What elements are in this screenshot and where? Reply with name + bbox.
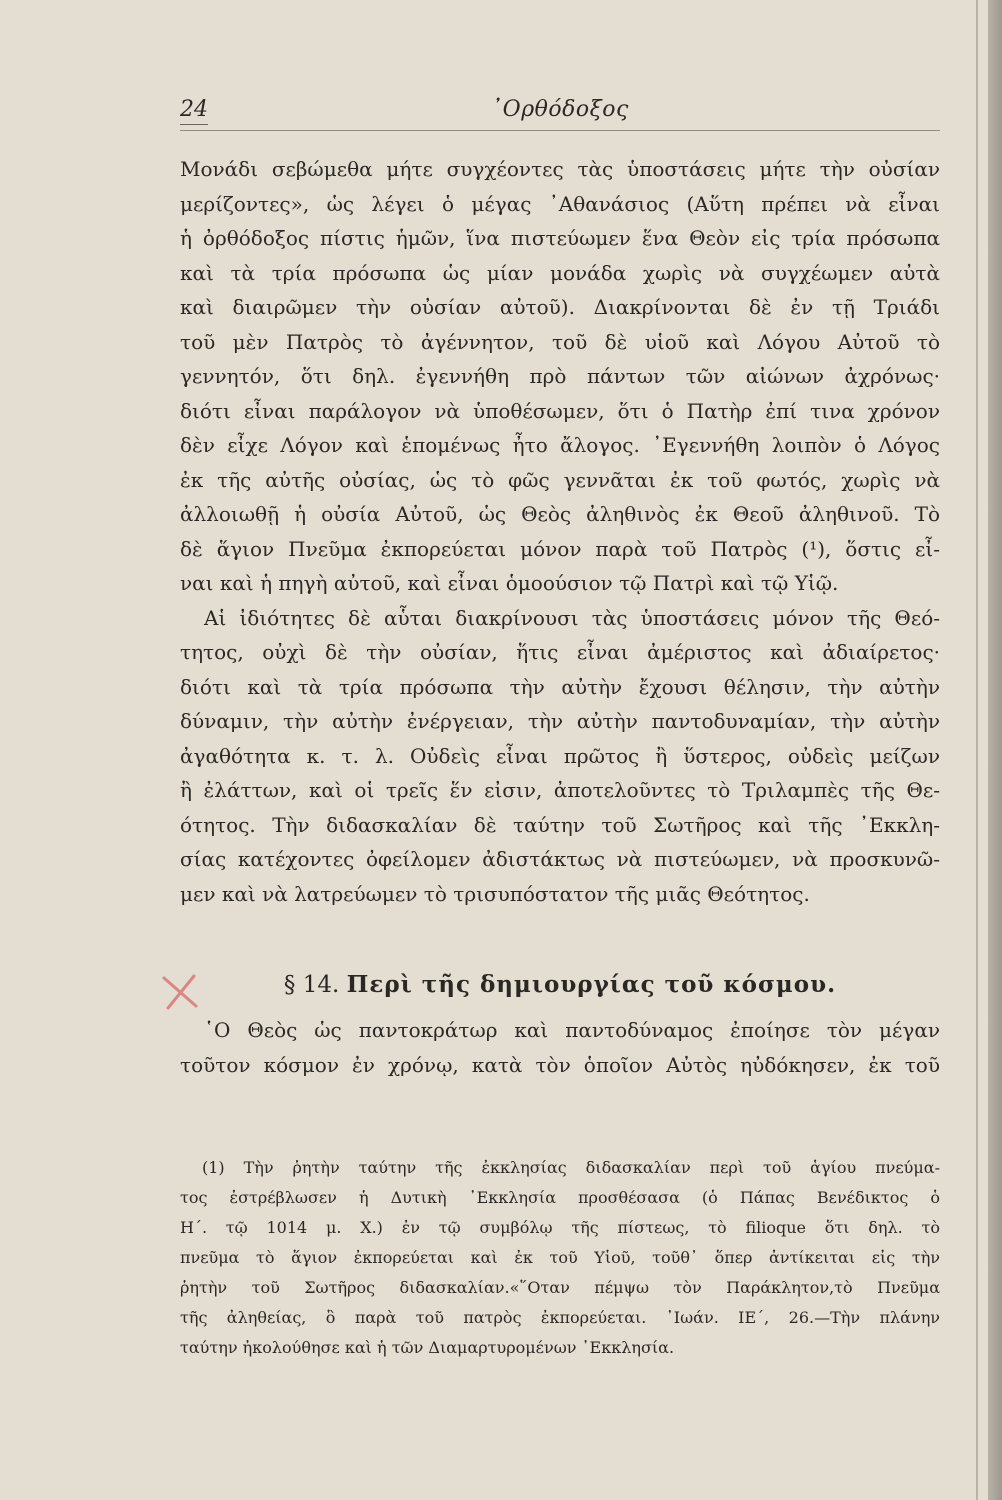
text-line: τητος, οὐχὶ δὲ τὴν οὐσίαν, ἥτις εἶναι ἀμέριστος καὶ ἀδιαίρετος· xyxy=(180,640,940,664)
text-line: μεν καὶ νὰ λατρεύωμεν τὸ τρισυπόστατον τῆς μιᾶς Θεότητος. xyxy=(180,881,810,906)
text-line: ἀγαθότητα κ. τ. λ. Οὐδεὶς εἶναι πρῶτος ἢ ὕστερος, οὐδεὶς μείζων xyxy=(180,743,940,768)
text-line: ναι καὶ ἡ πηγὴ αὐτοῦ, καὶ εἶναι ὁμοούσιον τῷ Πατρὶ καὶ τῷ Υἱῷ. xyxy=(180,571,839,595)
text-line: Μονάδι σεβώμεθα μήτε συγχέοντες τὰς ὑποστάσεις μήτε τὴν οὐσίαν xyxy=(180,157,940,181)
text-line: διότι εἶναι παράλογον νὰ ὑποθέσωμεν, ὅτι ὁ Πατὴρ ἐπί τινα χρόνον xyxy=(180,398,940,423)
section-title: Περὶ τῆς δημιουργίας τοῦ κόσμου. xyxy=(346,971,837,998)
text-line: ἡ ὀρθόδοξος πίστις ἡμῶν, ἵνα πιστεύωμεν ἕνα Θεὸν εἰς τρία πρόσωπα xyxy=(180,226,940,250)
text-line: ότητος. Τὴν διδασκαλίαν δὲ ταύτην τοῦ Σωτῆρος καὶ τῆς ᾿Εκκλη- xyxy=(180,812,940,837)
footnote-line: ταύτην ἠκολούθησε καὶ ἡ τῶν Διαμαρτυρομένων ᾿Εκκλησία. xyxy=(180,1338,675,1357)
text-line: τοῦτον κόσμον ἐν χρόνῳ, κατὰ τὸν ὁποῖον Αὐτὸς ηὐδόκησεν, ἐκ τοῦ xyxy=(180,1052,940,1077)
text-line: δὲ ἅγιον Πνεῦμα ἐκπορεύεται μόνον παρὰ τοῦ Πατρὸς (¹), ὅστις εἶ- xyxy=(180,536,940,561)
text-line: σίας κατέχοντες ὀφείλομεν ἀδιστάκτως νὰ πιστεύωμεν, νὰ προσκυνῶ- xyxy=(180,847,940,871)
text-line: δύναμιν, τὴν αὐτὴν ἐνέργειαν, τὴν αὐτὴν παντοδυναμίαν, τὴν αὐτὴν xyxy=(180,709,940,733)
text-line: δὲν εἶχε Λόγον καὶ ἑπομένως ἦτο ἄλογος. ᾿Εγεννήθη λοιπὸν ὁ Λόγος xyxy=(180,433,940,457)
footnote-line: πνεῦμα τὸ ἅγιον ἐκπορεύεται καὶ ἐκ τοῦ Υἱοῦ, τοῦθ᾿ ὅπερ ἀντίκειται εἰς τὴν xyxy=(180,1248,940,1267)
text-line: μερίζοντες», ὡς λέγει ὁ μέγας ᾿Αθανάσιος (Αὕτη πρέπει νὰ εἶναι xyxy=(180,191,940,216)
footnote-line: ῥητὴν τοῦ Σωτῆρος διδασκαλίαν.«῞Οταν πέμψω τὸν Παράκλητον,τὸ Πνεῦμα xyxy=(180,1278,940,1297)
section-number: § 14. xyxy=(283,972,340,998)
body-text xyxy=(180,152,940,911)
page-number: 24 xyxy=(180,96,208,125)
text-line: διότι καὶ τὰ τρία πρόσωπα τὴν αὐτὴν ἔχουσι θέλησιν, τὴν αὐτὴν xyxy=(180,674,940,699)
text-line: ἐκ τῆς αὐτῆς οὐσίας, ὡς τὸ φῶς γεννᾶται ἐκ τοῦ φωτός, χωρὶς νὰ xyxy=(180,467,940,492)
footnote-line: τος ἐστρέβλωσεν ἡ Δυτικὴ ᾿Εκκλησία προσθέσασα (ὁ Πάπας Βενέδικτος ὁ xyxy=(180,1188,940,1207)
page-fold-line xyxy=(976,0,978,1500)
text-line: καὶ διαιρῶμεν τὴν οὐσίαν αὐτοῦ). Διακρίνονται δὲ ἐν τῇ Τριάδι xyxy=(180,295,940,319)
page-header xyxy=(180,96,940,131)
footnote-line: Η΄. τῷ 1014 μ. Χ.) ἐν τῷ συμβόλῳ τῆς πίστεως, τὸ filioque ὅτι δηλ. τὸ xyxy=(180,1218,940,1237)
text-line: Αἱ ἰδιότητες δὲ αὗται διακρίνουσι τὰς ὑποστάσεις μόνον τῆς Θεό- xyxy=(204,605,940,630)
text-line: τοῦ μὲν Πατρὸς τὸ ἀγέννητον, τοῦ δὲ υἱοῦ καὶ Λόγου Αὐτοῦ τὸ xyxy=(180,329,940,354)
text-line: ἀλλοιωθῇ ἡ οὐσία Αὐτοῦ, ὡς Θεὸς ἀληθινὸς ἐκ Θεοῦ ἀληθινοῦ. Τὸ xyxy=(180,502,940,526)
section-heading xyxy=(180,963,940,1007)
footnote-line: (1) Τὴν ῥητὴν ταύτην τῆς ἐκκλησίας διδασκαλίαν περὶ τοῦ ἁγίου πνεύμα- xyxy=(202,1158,940,1177)
page-edge xyxy=(988,0,1002,1500)
text-line: ἢ ἐλάττων, καὶ οἱ τρεῖς ἕν εἰσιν, ἀποτελοῦντες τὸ Τριλαμπὲς τῆς Θε- xyxy=(180,778,940,802)
footnote xyxy=(180,1153,940,1363)
running-title: ᾿Ορθόδοξος xyxy=(491,97,629,122)
text-line: καὶ τὰ τρία πρόσωπα ὡς μίαν μονάδα χωρὶς νὰ συγχέωμεν αὐτὰ xyxy=(180,260,940,285)
footnote-line: τῆς ἀληθείας, ὃ παρὰ τοῦ πατρὸς ἐκπορεύεται. ᾿Ιωάν. ΙΕ΄, 26.—Τὴν πλάνην xyxy=(180,1308,940,1327)
text-line: ῾Ο Θεὸς ὡς παντοκράτωρ καὶ παντοδύναμος ἐποίησε τὸν μέγαν xyxy=(204,1018,940,1042)
body-text-continued xyxy=(180,1013,940,1082)
text-line: γεννητόν, ὅτι δηλ. ἐγεννήθη πρὸ πάντων τῶν αἰώνων ἀχρόνως· xyxy=(180,364,940,388)
